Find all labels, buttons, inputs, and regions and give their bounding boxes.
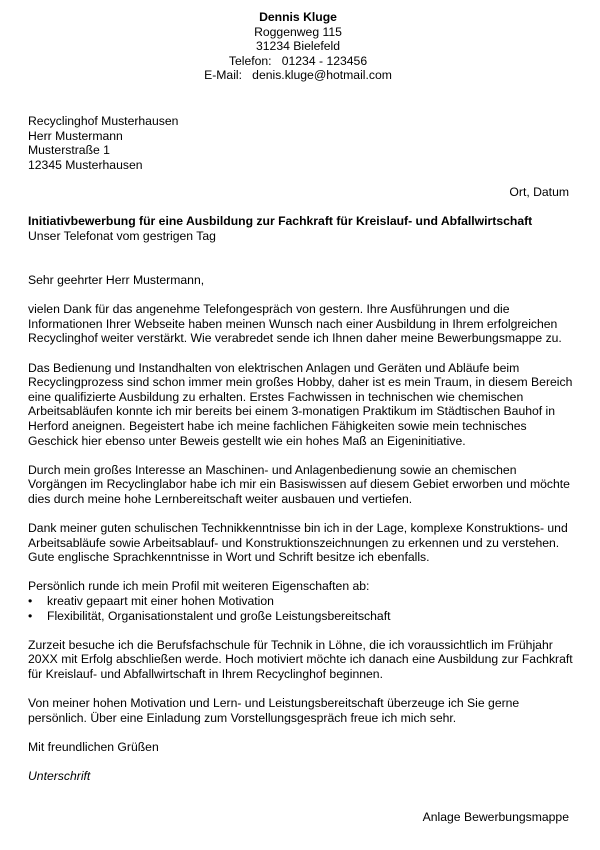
recipient-company: Recyclinghof Musterhausen: [28, 114, 179, 128]
bullet-icon: •: [28, 608, 33, 623]
sender-street: Roggenweg 115: [254, 24, 342, 39]
subject-block: [28, 214, 532, 243]
subject-reference: Unser Telefonat vom gestrigen Tag: [28, 228, 216, 243]
qualities-list: [28, 594, 573, 623]
subject-title: Initiativbewerbung für eine Ausbildung zur Fachkraft für Kreislauf- und Abfallwirtschaft: [28, 214, 533, 228]
paragraph: Von meiner hohen Motivation und Lern- und Leistungsbereitschaft überzeuge ich Sie gerne persönlich. Über eine Einladung zum Vorstellungsgespräch freue ich mich sehr.: [28, 696, 520, 725]
paragraph: vielen Dank für das angenehme Telefongespräch von gestern. Ihre Ausführungen und die Informationen Ihrer Webseite haben meinen Wunsch nach einer Ausbildung in Ihrem erfolgreichen Recyclinghof weiter verstärkt. Wie verabredet sende ich Ihnen daher meine Bewerbungsmappe zu.: [28, 302, 562, 346]
closing: Mit freundlichen Grüßen: [28, 740, 159, 754]
salutation: Sehr geehrter Herr Mustermann,: [28, 273, 205, 287]
list-item-text: Flexibilität, Organisationstalent und große Leistungsbereitschaft: [47, 608, 391, 623]
place-date: Ort, Datum: [509, 185, 569, 199]
list-item-text: kreativ gepaart mit einer hohen Motivation: [47, 594, 274, 609]
paragraph: Das Bedienung und Instandhalten von elektrischen Anlagen und Geräten und Abläufe beim Recyclingprozess sind schon immer mein großes Hobby, daher ist es mein Traum, in diesem Bereich eine qualifizierte Ausbildung zu erhalten. Erstes Fachwissen in technischen wie chemischen Arbeitsabläufen konnte ich mir bereits bei einem 3-monatigen Praktikum im Städtischen Bauhof in Herford aneignen. Begeistert habe ich meine fachlichen Fähigkeiten sowie mein technisches Geschick hier ebenso unter Beweis gestellt wie ein hohes Maß an Eigeninitiative.: [28, 360, 573, 448]
sender-name: Dennis Kluge: [259, 10, 337, 24]
sender-phone: Telefon: 01234 - 123456: [228, 53, 368, 68]
enclosure: Anlage Bewerbungsmappe: [422, 810, 569, 824]
recipient-city: 12345 Musterhausen: [28, 157, 143, 172]
list-item: [28, 609, 573, 624]
paragraph: Zurzeit besuche ich die Berufsfachschule für Technik in Löhne, die ich voraussichtlich im Frühjahr 20XX mit Erfolg abschließen werde. Hoch motiviert möchte ich danach eine Ausbildung zur Fachkraft für Kreislauf- und Abfallwirtschaft in Ihrem Recyclinghof beginnen.: [28, 637, 573, 682]
paragraph: Durch mein großes Interesse an Maschinen- und Anlagenbedienung sowie an chemischen Vorgängen im Recyclinglabor habe ich mir ein Basiswissen auf diesem Gebiet erworben und möchte dies durch meine hohe Lernbereitschaft weiter ausbauen und vertiefen.: [28, 462, 570, 506]
recipient-street: Musterstraße 1: [28, 143, 110, 158]
bullet-icon: •: [28, 594, 33, 609]
list-intro: Persönlich runde ich mein Profil mit weiteren Eigenschaften ab:: [28, 579, 370, 594]
letter-body: [28, 273, 573, 784]
list-item: [28, 594, 573, 609]
recipient-block: [28, 114, 178, 172]
sender-city: 31234 Bielefeld: [255, 39, 341, 54]
sender-block: [0, 10, 596, 83]
paragraph: Dank meiner guten schulischen Technikkenntnisse bin ich in der Lage, komplexe Konstruktions- und Arbeitsabläufe sowie Arbeitsablauf- und Konstruktionszeichnungen zu erkennen und zu verstehen. Gute englische Sprachkenntnisse in Wort und Schrift besitze ich ebenfalls.: [28, 521, 568, 565]
sender-email: E-Mail: denis.kluge@hotmail.com: [204, 68, 392, 83]
recipient-person: Herr Mustermann: [28, 128, 123, 143]
signature: Unterschrift: [28, 769, 91, 784]
